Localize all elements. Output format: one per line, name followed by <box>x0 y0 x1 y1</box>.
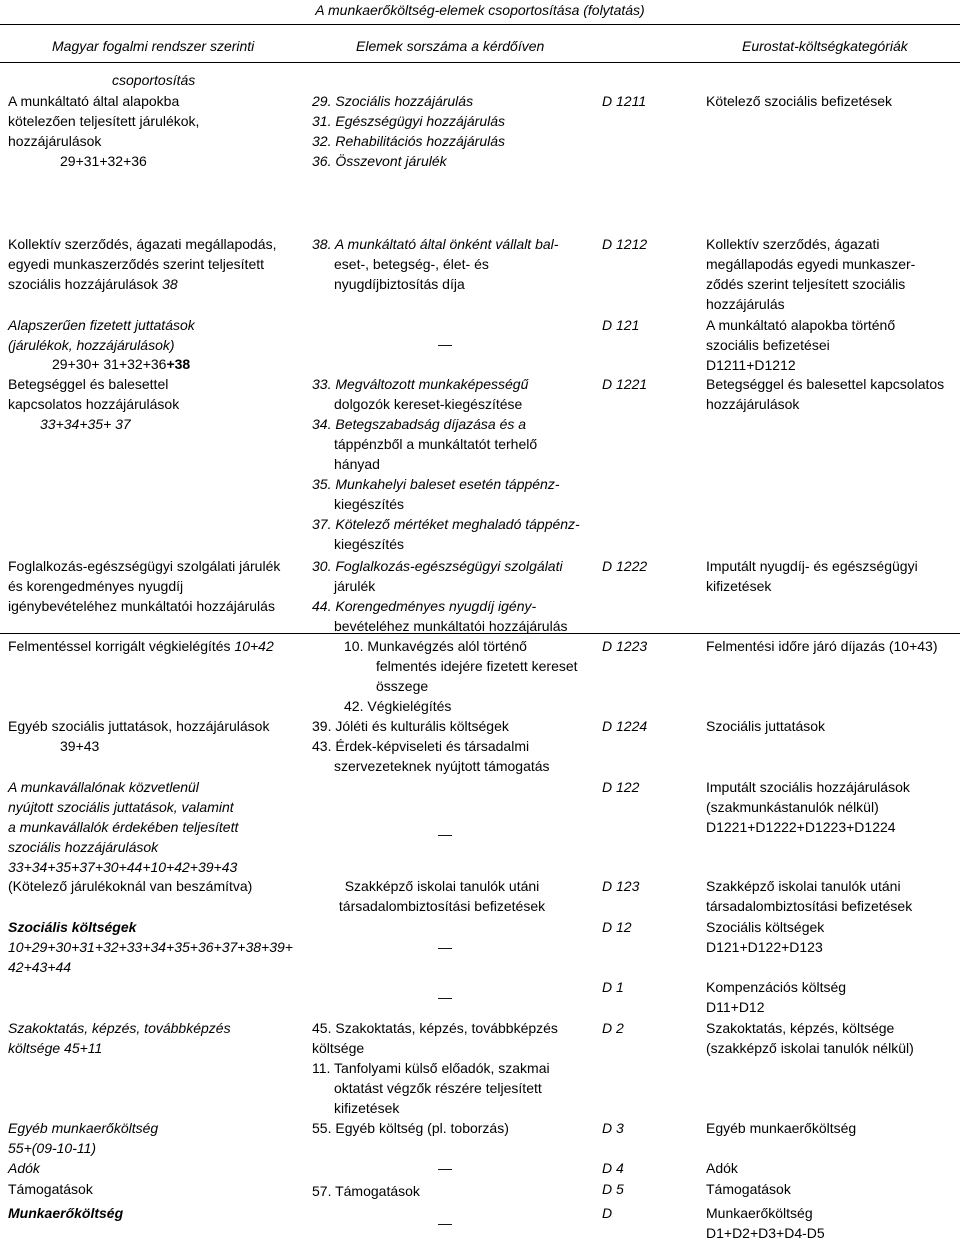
row12-category: Szakoktatás, képzés, költsége (szakképző iskolai tanulók nélkül) <box>706 1020 914 1056</box>
row8-category: Imputált szociális hozzájárulások (szakmunkástanulók nélkül) D1221+D1222+D1223+D1224 <box>706 779 910 835</box>
header-col3: Eurostat-költségkategóriák <box>742 38 908 54</box>
row4-item37a: 37. Kötelező mértéket meghaladó táppénz- <box>312 516 580 532</box>
row4-item37b: kiegészítés <box>334 536 405 552</box>
row6-item10a: 10. Munkavégzés alól történő <box>344 638 527 654</box>
row3-dash: — <box>438 336 452 352</box>
row3-formula-a: 29+30+ 31+32+36 <box>52 356 167 372</box>
row4-item35b: kiegészítés <box>334 496 405 512</box>
row10-formula: 10+29+30+31+32+33+34+35+36+37+38+39+ 42+43+44 <box>8 939 293 975</box>
row13-category: Egyéb munkaerőköltség <box>706 1120 857 1136</box>
row12-code: D 2 <box>602 1020 624 1036</box>
row9-item: Szakképző iskolai tanulók utáni társadalombiztosítási befizetések <box>338 878 546 914</box>
row4-category: Betegséggel és balesettel kapcsolatos hozzájárulások <box>706 376 945 412</box>
row6-code: D 1223 <box>602 638 648 654</box>
row1-category: Kötelező szociális befizetések <box>706 93 892 109</box>
row7-group: Egyéb szociális juttatások, hozzájárulások <box>8 718 270 734</box>
header-col1-sub: csoportosítás <box>112 72 196 88</box>
row8-group: A munkavállalónak közvetlenül nyújtott szociális juttatások, valamint a munkavállalók érdekében teljesített szociális hozzájárulások 33+34+35+37+30+44+10+42+39+43 <box>8 779 239 875</box>
row7-code: D 1224 <box>602 718 648 734</box>
row15-group: Támogatások <box>8 1181 93 1197</box>
row11-dash: — <box>438 989 452 1005</box>
row7-formula: 39+43 <box>60 738 100 754</box>
row2-code: D 1212 <box>602 236 648 252</box>
row6-group <box>8 636 274 656</box>
row1-code: D 1211 <box>602 93 647 109</box>
row2-group-text: Kollektív szerződés, ágazati megállapodás, egyedi munkaszerződés szerint teljesített szociális hozzájárulások <box>8 236 277 292</box>
row16-group: Munkaerőköltség <box>8 1205 124 1221</box>
row7-item43a: 43. Érdek-képviseleti és társadalmi <box>312 738 530 754</box>
row6-item10b: felmentés idejére fizetett kereset összege <box>376 658 578 694</box>
row5-category: Imputált nyugdíj- és egészségügyi kifizetések <box>706 558 918 594</box>
row9-category: Szakképző iskolai tanulók utáni társadalombiztosítási befizetések <box>706 878 913 914</box>
row3-formula <box>52 354 190 374</box>
header-col1: Magyar fogalmi rendszer szerinti <box>52 38 255 54</box>
row13-item: 55. Egyéb költség (pl. toborzás) <box>312 1120 509 1136</box>
header-rule <box>0 62 960 63</box>
row5-code: D 1222 <box>602 558 648 574</box>
row7-category: Szociális juttatások <box>706 718 826 734</box>
row9-group: (Kötelező járulékoknál van beszámítva) <box>8 878 253 894</box>
row16-dash: — <box>438 1215 452 1231</box>
row10-category: Szociális költségek D121+D122+D123 <box>706 919 825 955</box>
row12-item11b: oktatást végzők részére teljesített kifizetések <box>334 1080 542 1116</box>
row14-code: D 4 <box>602 1160 624 1176</box>
row11-category: Kompenzációs költség D11+D12 <box>706 979 847 1015</box>
row10-code: D 12 <box>602 919 632 935</box>
row2-category: Kollektív szerződés, ágazati megállapodás egyedi munkaszer- ződés szerint teljesített szociális hozzájárulás <box>706 236 916 312</box>
row2-item-text: 38. A munkáltató által önként vállalt bal- <box>312 236 559 252</box>
row13-group: Egyéb munkaerőköltség 55+(09-10-11) <box>8 1120 159 1156</box>
row4-item34a: 34. Betegszabadság díjazása és a <box>312 416 527 432</box>
row3-formula-b: +38 <box>166 356 191 372</box>
row2-group <box>8 234 276 294</box>
row16-code: D <box>602 1205 613 1221</box>
row3-code: D 121 <box>602 317 640 333</box>
row6-category: Felmentési időre járó díjazás (10+43) <box>706 638 938 654</box>
row10-group-title: Szociális költségek <box>8 919 137 935</box>
row12-item45: 45. Szakoktatás, képzés, továbbképzés költsége <box>312 1020 558 1056</box>
top-rule <box>0 24 960 25</box>
row1-formula: 29+31+32+36 <box>60 153 147 169</box>
row4-item34b: táppénzből a munkáltatót terhelő hányad <box>334 436 538 472</box>
row10-dash: — <box>438 939 452 955</box>
row2-item-a <box>312 234 558 254</box>
row7-item43b: szervezeteknek nyújtott támogatás <box>334 758 550 774</box>
row5-rule <box>0 633 960 634</box>
row12-group: Szakoktatás, képzés, továbbképzés költsége 45+11 <box>8 1020 231 1056</box>
row4-item33b: dolgozók kereset-kiegészítése <box>334 396 523 412</box>
header-col2: Elemek sorszáma a kérdőíven <box>356 38 545 54</box>
row9-code: D 123 <box>602 878 640 894</box>
row4-item33a: 33. Megváltozott munkaképességű <box>312 376 529 392</box>
row5-group: Foglalkozás-egészségügyi szolgálati járulék és korengedményes nyugdíj igénybevételéhez munkáltatói hozzájárulás <box>8 558 281 614</box>
row14-category: Adók <box>706 1160 738 1176</box>
row5-item44a: 44. Korengedményes nyugdíj igény- <box>312 598 537 614</box>
row16-category: Munkaerőköltség D1+D2+D3+D4-D5 <box>706 1205 825 1241</box>
row3-category: A munkáltató alapokba történő szociális befizetései D1211+D1212 <box>706 317 896 373</box>
row4-item35a: 35. Munkahelyi baleset esetén táppénz- <box>312 476 560 492</box>
row4-code: D 1221 <box>602 376 648 392</box>
row14-dash: — <box>438 1160 452 1176</box>
row14-group: Adók <box>8 1160 40 1176</box>
row5-item30b: járulék <box>334 578 376 594</box>
row15-item: 57. Támogatások <box>312 1183 420 1199</box>
row15-category: Támogatások <box>706 1181 791 1197</box>
row6-formula: 10+42 <box>230 638 274 654</box>
row12-item11a: 11. Tanfolyami külső előadók, szakmai <box>312 1060 550 1076</box>
row4-formula: 33+34+35+ 37 <box>40 416 131 432</box>
row11-code: D 1 <box>602 979 624 995</box>
row2-formula: 38 <box>158 276 178 292</box>
row8-code: D 122 <box>602 779 640 795</box>
row15-code: D 5 <box>602 1181 624 1197</box>
row1-items: 29. Szociális hozzájárulás 31. Egészségügyi hozzájárulás 32. Rehabilitációs hozzájárulás 36. Összevont járulék <box>312 93 506 169</box>
row13-code: D 3 <box>602 1120 624 1136</box>
row5-item44b: bevételéhez munkáltatói hozzájárulás <box>334 618 568 634</box>
row1-group: A munkáltató által alapokba kötelezően teljesített járulékok, hozzájárulások <box>8 93 200 149</box>
row5-item30a: 30. Foglalkozás-egészségügyi szolgálati <box>312 558 563 574</box>
row4-group: Betegséggel és balesettel kapcsolatos hozzájárulások <box>8 376 180 412</box>
page-title: A munkaerőköltség-elemek csoportosítása (folytatás) <box>315 2 645 18</box>
row8-dash: — <box>438 826 452 842</box>
row7-item39: 39. Jóléti és kulturális költségek <box>312 718 509 734</box>
row6-group-text: Felmentéssel korrigált végkielégítés <box>8 638 231 654</box>
row2-item-b: eset-, betegség-, élet- és nyugdíjbiztosítás díja <box>334 256 489 292</box>
row3-group: Alapszerűen fizetett juttatások (járulékok, hozzájárulások) <box>8 317 195 353</box>
row6-item42: 42. Végkielégítés <box>344 698 452 714</box>
